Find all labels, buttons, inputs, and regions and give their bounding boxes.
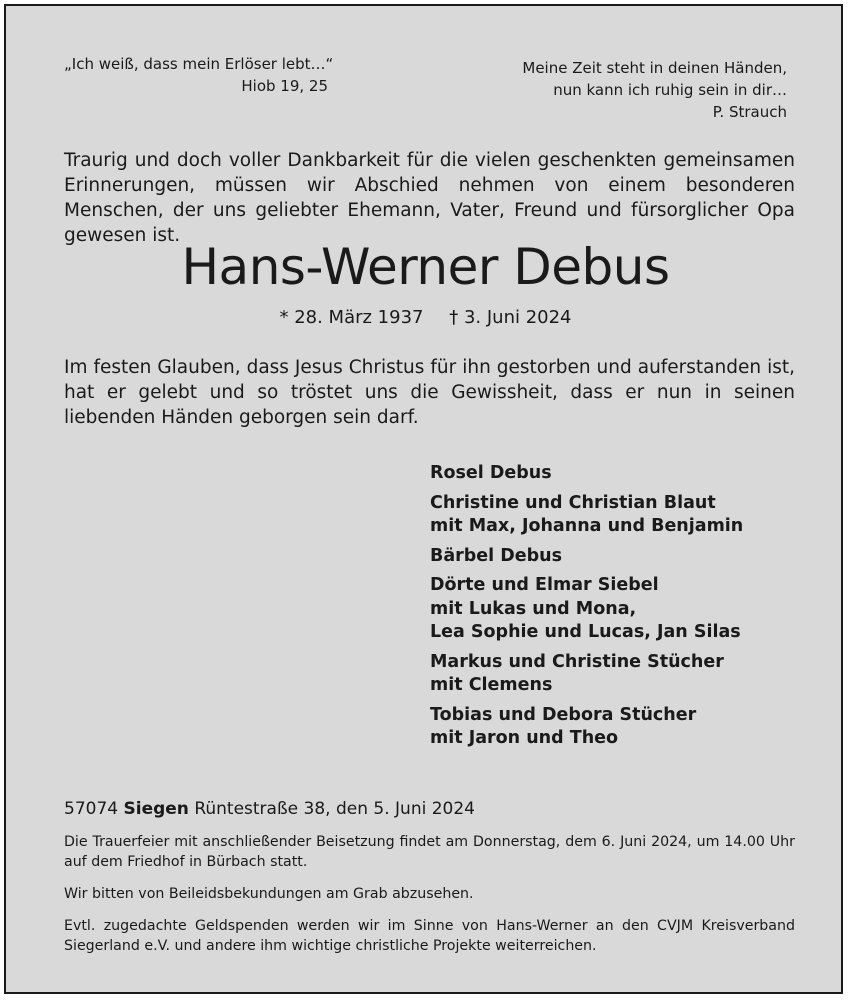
mourner-line: mit Jaron und Theo: [430, 728, 619, 748]
death-date: † 3. Juni 2024: [449, 307, 572, 328]
quote-right-source: P. Strauch: [712, 103, 787, 121]
mourner-line: Dörte und Elmar Siebel: [430, 575, 659, 595]
deceased-name: Hans-Werner Debus: [181, 238, 670, 296]
quote-left: [64, 53, 334, 97]
mourner-line: Lea Sophie und Lucas, Jan Silas: [430, 622, 741, 642]
quote-left-text: „Ich weiß, dass mein Erlöser lebt…“: [64, 55, 334, 73]
mourner-line: mit Clemens: [430, 675, 553, 695]
quote-right-line-1: Meine Zeit steht in deinen Händen,: [522, 59, 787, 77]
quote-left-source: Hiob 19, 25: [241, 77, 328, 95]
mourner-line: Tobias und Debora Stücher: [430, 704, 697, 725]
note-ceremony: Die Trauerfeier mit anschließender Beisetzung findet am Donnerstag, dem 6. Juni 2024, um 14.00 Uhr auf dem Friedhof in Bürbach statt.: [64, 834, 795, 870]
address-zip: 57074: [64, 799, 119, 819]
mourner-line: Rosel Debus: [430, 463, 552, 483]
mourner-group: [430, 651, 820, 698]
notes: [64, 832, 795, 968]
mourner-line: mit Max, Johanna und Benjamin: [430, 516, 744, 536]
mourner-line: Bärbel Debus: [430, 545, 563, 566]
intro-text: Traurig und doch voller Dankbarkeit für die vielen geschenkten gemeinsamen Erinnerungen, müssen wir Abschied nehmen von einem besonderen Menschen, der uns geliebter Ehemann, Vater, Freund und fürsorglicher Opa gewesen ist.: [64, 150, 795, 246]
mourner-group: [430, 704, 820, 751]
mourner-line: Christine und Christian Blaut: [430, 492, 716, 513]
mourner-line: Markus und Christine Stücher: [430, 651, 724, 672]
obituary-frame: [4, 4, 843, 994]
mourner-group: [430, 574, 820, 645]
note-donations: Evtl. zugedachte Geldspenden werden wir im Sinne von Hans-Werner an den CVJM Kreisverband Siegerland e.V. und andere ihm wichtige christliche Projekte weiterreichen.: [64, 918, 795, 954]
mourner-group: [430, 545, 820, 569]
faith-text: Im festen Glauben, dass Jesus Christus für ihn gestorben und auferstanden ist, hat er gelebt und so tröstet uns die Gewissheit, dass er nun in seinen liebenden Händen geborgen sein darf.: [64, 357, 795, 428]
mourners-list: [430, 462, 820, 757]
address-city: Siegen: [123, 799, 189, 819]
mourner-group: [430, 462, 820, 486]
quote-right-line-2: nun kann ich ruhig sein in dir…: [553, 81, 787, 99]
address-rest: Rüntestraße 38, den 5. Juni 2024: [194, 799, 475, 819]
note-condolences: Wir bitten von Beileidsbekundungen am Grab abzusehen.: [64, 886, 474, 902]
life-dates: [6, 307, 845, 328]
mourner-line: mit Lukas und Mona,: [430, 598, 637, 619]
quote-right: [467, 57, 787, 123]
address-line: [64, 799, 795, 819]
birth-date: * 28. März 1937: [279, 307, 424, 328]
mourner-group: [430, 492, 820, 539]
